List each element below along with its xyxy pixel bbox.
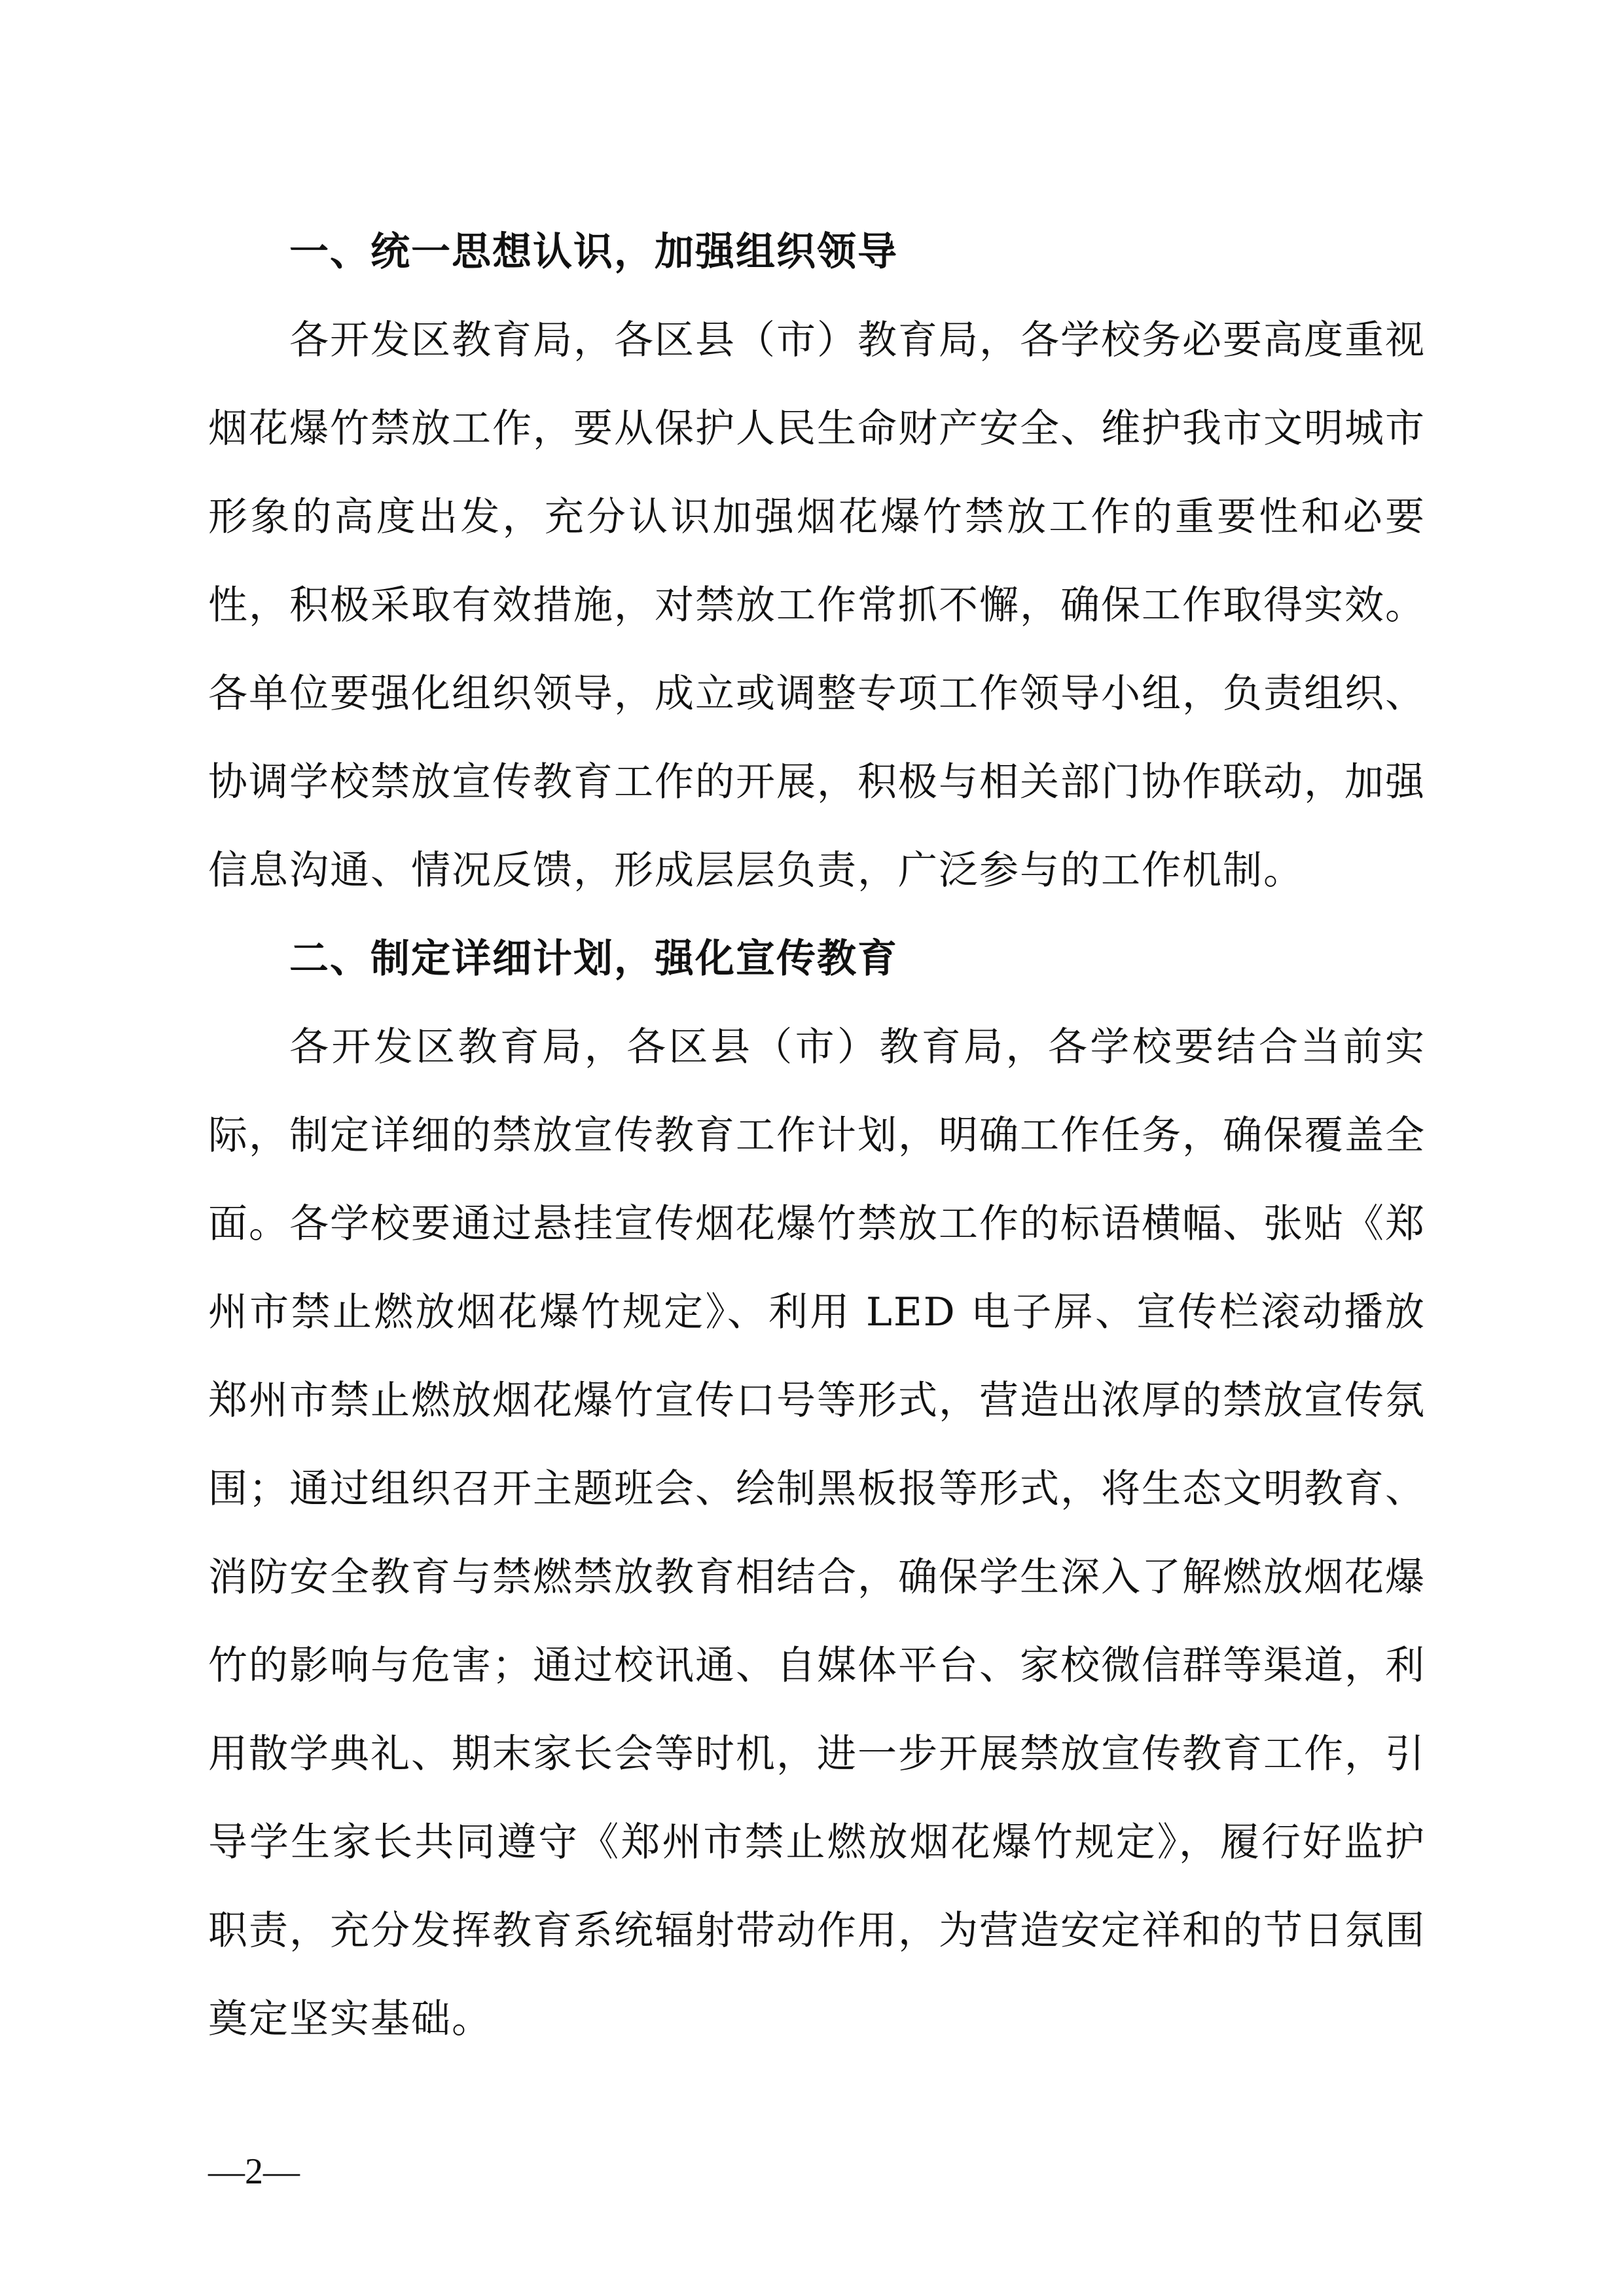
document-body — [208, 208, 1426, 2064]
section-heading-1: 一、统一思想认识，加强组织领导 — [289, 229, 898, 275]
section-paragraph-2: 各开发区教育局，各区县（市）教育局，各学校要结合当前实际，制定详细的禁放宣传教育工作计划，明确工作任务，确保覆盖全面。各学校要通过悬挂宣传烟花爆竹禁放工作的标语横幅、张贴《郑州市禁止燃放烟花爆竹规定》、利用 LED 电子屏、宣传栏滚动播放郑州市禁止燃放烟花爆竹宣传口号等形式，营造出浓厚的禁放宣传氛围；通过组织召开主题班会、绘制黑板报等形式，将生态文明教育、消防安全教育与禁燃禁放教育相结合，确保学生深入了解燃放烟花爆竹的影响与危害；通过校讯通、自媒体平台、家校微信群等渠道，利用散学典礼、期末家长会等时机，进一步开展禁放宣传教育工作，引导学生家长共同遵守《郑州市禁止燃放烟花爆竹规定》，履行好监护职责，充分发挥教育系统辐射带动作用，为营造安定祥和的节日氛围奠定坚实基础。 — [208, 1024, 1426, 2042]
section-paragraph-1: 各开发区教育局，各区县（市）教育局，各学校务必要高度重视烟花爆竹禁放工作，要从保护人民生命财产安全、维护我市文明城市形象的高度出发，充分认识加强烟花爆竹禁放工作的重要性和必要性，积极采取有效措施，对禁放工作常抓不懈，确保工作取得实效。各单位要强化组织领导，成立或调整专项工作领导小组，负责组织、协调学校禁放宣传教育工作的开展，积极与相关部门协作联动，加强信息沟通、情况反馈，形成层层负责，广泛参与的工作机制。 — [208, 317, 1426, 893]
section-heading-2: 二、制定详细计划，强化宣传教育 — [289, 936, 898, 982]
page-number: —2— — [208, 2151, 300, 2192]
